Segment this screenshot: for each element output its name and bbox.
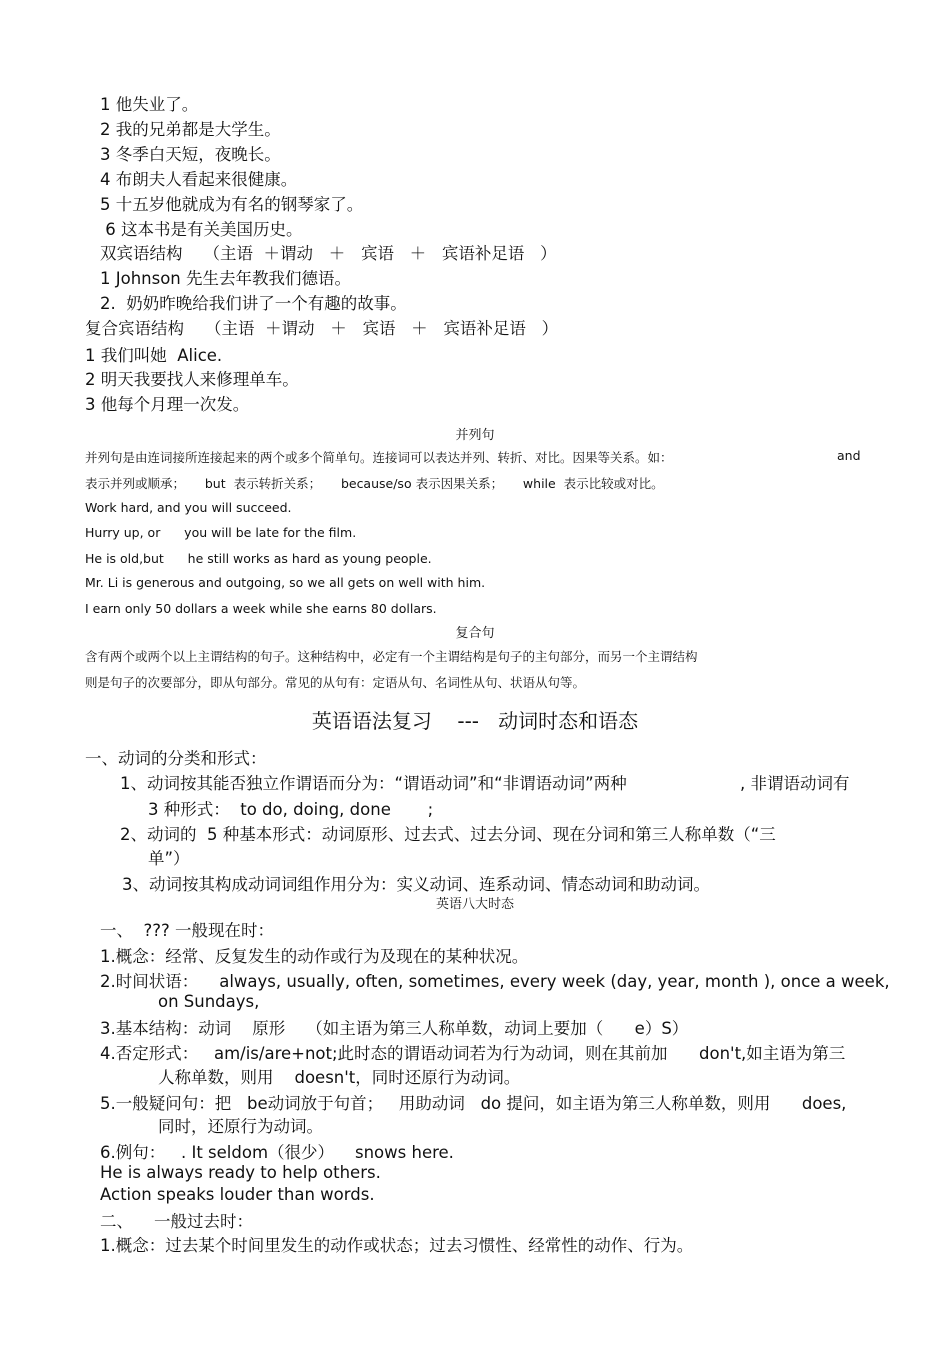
text-line: 1 他失业了。: [100, 95, 199, 114]
text-line: 2 我的兄弟都是大学生。: [100, 120, 281, 139]
text-line: 3 他每个月理一次发。: [85, 395, 250, 414]
example-line: Hurry up, or you will be late for the film.: [85, 525, 357, 540]
text-line: 表示并列或顺承； but 表示转折关系； because/so 表示因果关系； while 表示比较或对比。: [85, 476, 664, 491]
text-line: , 非谓语动词有: [740, 774, 850, 793]
text-line: 双宾语结构 （主语 ＋谓动 ＋ 宾语 ＋ 宾语补足语 ）: [100, 244, 557, 263]
text-line: 复合宾语结构 （主语 ＋谓动 ＋ 宾语 ＋ 宾语补足语 ）: [85, 319, 559, 338]
example-line: I earn only 50 dollars a week while she earns 80 dollars.: [85, 601, 437, 616]
text-line: 4 布朗夫人看起来很健康。: [100, 170, 298, 189]
text-line: on Sundays,: [158, 992, 260, 1011]
text-line: 1.概念：过去某个时间里发生的动作或状态；过去习惯性、经常性的动作、行为。: [100, 1236, 694, 1255]
text-line: 1.概念：经常、反复发生的动作或行为及现在的某种状况。: [100, 947, 529, 966]
example-line: Action speaks louder than words.: [100, 1185, 375, 1204]
text-line: 则是句子的次要部分，即从句部分。常见的从句有：定语从句、名词性从句、状语从句等。: [85, 675, 586, 690]
text-line: and: [837, 448, 861, 463]
section-heading: 英语八大时态: [435, 897, 514, 912]
text-line: 2.时间状语： always, usually, often, sometimes, every week (day, year, month ), once a week,: [100, 972, 890, 991]
section-heading: 一、 ??? 一般现在时：: [100, 921, 275, 940]
text-line: 同时，还原行为动词。: [158, 1117, 323, 1136]
example-line: He is old,but he still works as hard as young people.: [85, 551, 432, 566]
section-heading: 并列句: [455, 428, 495, 443]
section-heading: 一、动词的分类和形式：: [85, 749, 267, 768]
text-line: 3、动词按其构成动词词组作用分为：实义动词、连系动词、情态动词和助动词。: [122, 875, 710, 894]
section-heading: 复合句: [455, 626, 495, 641]
text-line: 2 明天我要找人来修理单车。: [85, 370, 299, 389]
text-line: 1、动词按其能否独立作谓语而分为：“谓语动词”和“非谓语动词”两种: [120, 774, 627, 793]
text-line: 1 我们叫她 Alice.: [85, 346, 223, 365]
page-title: 英语语法复习 --- 动词时态和语态: [311, 709, 639, 733]
text-line: 1 Johnson 先生去年教我们德语。: [100, 269, 352, 288]
text-line: 5 十五岁他就成为有名的钢琴家了。: [100, 195, 364, 214]
text-line: 2、动词的 5 种基本形式：动词原形、过去式、过去分词、现在分词和第三人称单数（“三: [120, 825, 776, 844]
text-line: 并列句是由连词接所连接起来的两个或多个简单句。连接词可以表达并列、转折、对比。因果等关系。如：: [85, 450, 673, 465]
text-line: 3 种形式： to do, doing, done ;: [148, 800, 434, 819]
text-line: 3 冬季白天短，夜晚长。: [100, 145, 281, 164]
text-line: 3.基本结构：动词 原形 （如主语为第三人称单数，动词上要加（ e）S）: [100, 1019, 689, 1038]
text-line: 6.例句： . It seldom（很少） snows here.: [100, 1143, 454, 1162]
section-heading: 二、 一般过去时：: [100, 1212, 253, 1231]
text-line: 单”）: [148, 849, 190, 868]
text-line: 2. 奶奶昨晚给我们讲了一个有趣的故事。: [100, 294, 407, 313]
text-line: 人称单数，则用 doesn't，同时还原行为动词。: [158, 1068, 521, 1087]
text-line: 含有两个或两个以上主谓结构的句子。这种结构中，必定有一个主谓结构是句子的主句部分，而另一个主谓结构: [85, 649, 698, 664]
example-line: Work hard, and you will succeed.: [85, 500, 292, 515]
text-line: 4.否定形式： am/is/are+not;此时态的谓语动词若为行为动词，则在其前加 don't,如主语为第三: [100, 1044, 846, 1063]
text-line: 6 这本书是有关美国历史。: [100, 220, 303, 239]
text-line: 5.一般疑问句：把 be动词放于句首； 用助动词 do 提问，如主语为第三人称单数，则用 does,: [100, 1094, 847, 1113]
example-line: Mr. Li is generous and outgoing, so we all gets on well with him.: [85, 575, 486, 590]
example-line: He is always ready to help others.: [100, 1163, 381, 1182]
